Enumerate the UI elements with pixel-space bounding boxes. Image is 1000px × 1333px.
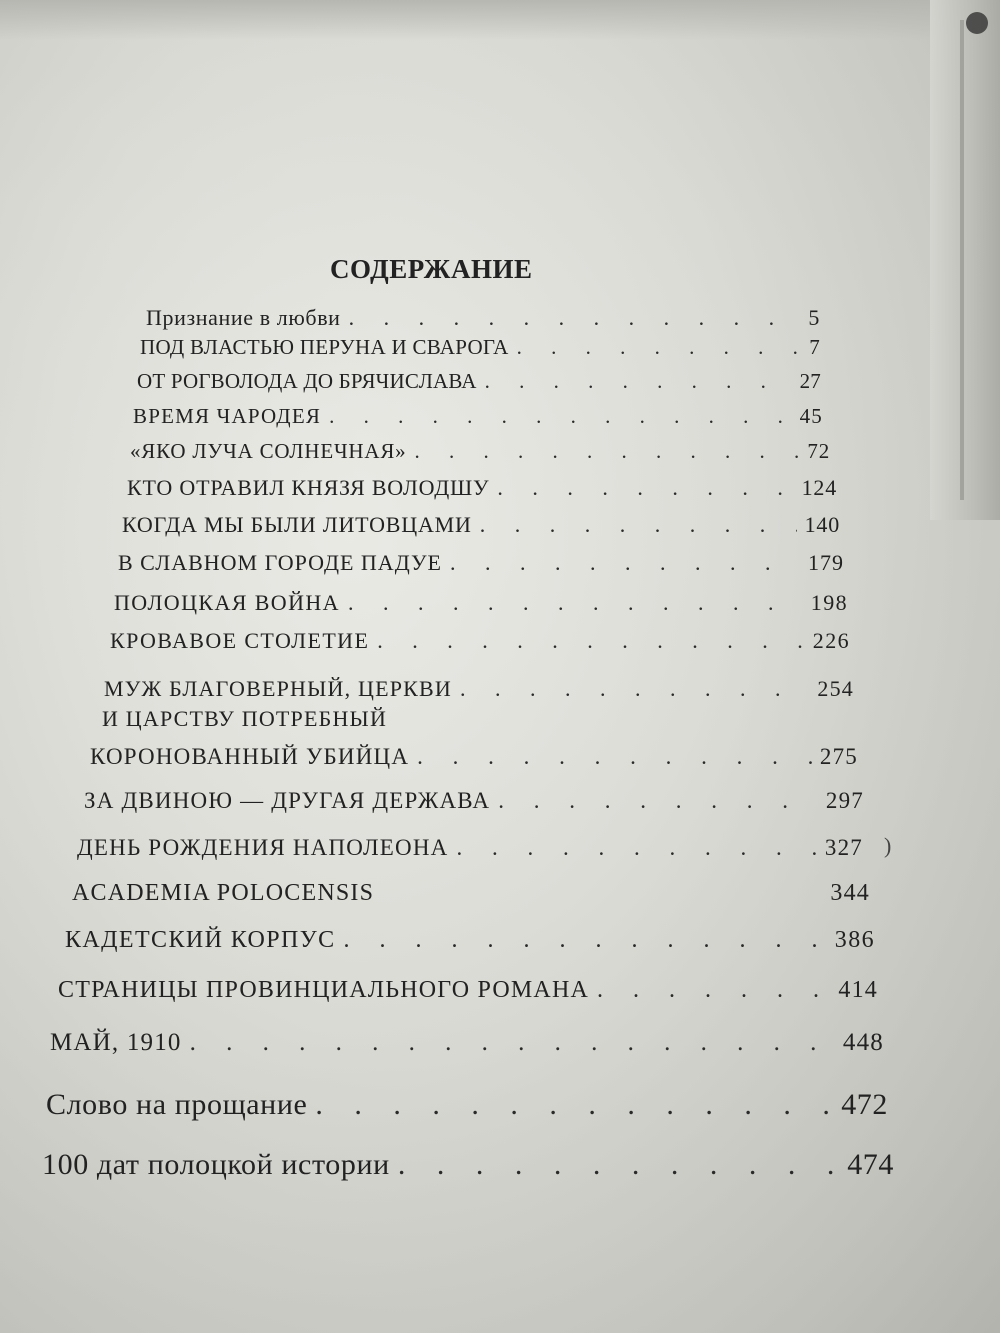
toc-entry-label: КОГДА МЫ БЫЛИ ЛИТОВЦАМИ <box>122 512 472 537</box>
toc-entry-label: ВРЕМЯ ЧАРОДЕЯ <box>133 404 322 428</box>
toc-entry <box>42 1148 894 1182</box>
leader-dots <box>398 1148 839 1182</box>
toc-entry-label: КОРОНОВАННЫЙ УБИЙЦА <box>90 744 410 769</box>
leader-dots <box>460 674 809 704</box>
toc-entry-label: Признание в любви <box>146 305 341 330</box>
leader-dots <box>417 744 812 770</box>
toc-entry-label: КРОВАВОЕ СТОЛЕТИЕ <box>110 628 370 653</box>
toc-entry <box>140 335 820 360</box>
toc-entry <box>72 880 870 907</box>
toc-entry-page: 140 <box>804 512 840 537</box>
toc-entry <box>77 835 863 861</box>
toc-entry <box>122 512 840 538</box>
toc-entry <box>146 305 820 331</box>
toc-entry-label: ACADEMIA POLOCENSIS <box>72 880 375 906</box>
leader-dots <box>480 512 797 538</box>
leader-dots <box>349 305 801 331</box>
toc-entry-page: 297 <box>825 788 864 813</box>
leader-dots <box>348 590 803 616</box>
toc-entry-page: 386 <box>834 927 875 953</box>
toc-entry-label-line1: МУЖ БЛАГОВЕРНЫЙ, ЦЕРКВИ <box>104 676 453 701</box>
toc-entry-two-line <box>102 674 854 734</box>
leader-dots <box>315 1088 833 1122</box>
toc-entry-page: 448 <box>842 1029 884 1056</box>
toc-entry-page: 472 <box>841 1088 888 1121</box>
toc-entry <box>137 369 821 394</box>
toc-entry-label: ПОЛОЦКАЯ ВОЙНА <box>114 590 340 615</box>
toc-entry <box>110 628 850 654</box>
toc-entry <box>133 404 823 429</box>
toc-entry-label <box>102 674 452 734</box>
toc-entry-label: КАДЕТСКИЙ КОРПУС <box>65 927 336 953</box>
toc-entry <box>130 439 830 464</box>
toc-entry <box>90 744 858 770</box>
toc-entry-label: «ЯКО ЛУЧА СОЛНЕЧНАЯ» <box>130 439 407 463</box>
toc-entry-label: МАЙ, 1910 <box>50 1029 182 1056</box>
toc-entry-label: ОТ РОГВОЛОДА ДО БРЯЧИСЛАВА <box>137 369 477 393</box>
toc-entry-page: 198 <box>810 590 848 615</box>
toc-entry-page: 45 <box>799 404 823 428</box>
pencil-mark: ) <box>884 833 892 858</box>
toc-entry-label: ЗА ДВИНОЮ — ДРУГАЯ ДЕРЖАВА <box>84 788 491 813</box>
toc-entry-label: СТРАНИЦЫ ПРОВИНЦИАЛЬНОГО РОМАНА <box>58 977 590 1003</box>
toc-entry-page: 5 <box>808 305 820 330</box>
toc-entry-page: 179 <box>808 550 844 575</box>
toc-entry <box>46 1088 888 1122</box>
toc-entry-page: 275 <box>819 744 858 769</box>
toc-entry-page: 226 <box>812 628 850 653</box>
toc-entry-label: 100 дат полоцкой истории <box>42 1148 390 1181</box>
leader-dots <box>517 335 802 360</box>
toc-entry-page: 344 <box>830 880 870 906</box>
leader-dots <box>450 550 800 576</box>
leader-dots <box>377 628 805 654</box>
toc-entry-page: 124 <box>801 475 837 500</box>
toc-entry-label-line2: И ЦАРСТВУ ПОТРЕБНЫЙ <box>102 706 388 731</box>
toc-entry <box>114 590 848 616</box>
toc-entry-label: В СЛАВНОМ ГОРОДЕ ПАДУЕ <box>118 550 442 575</box>
leader-dots <box>190 1029 835 1057</box>
toc-entry-page: 414 <box>838 977 878 1003</box>
leader-dots <box>597 977 830 1004</box>
toc-title: СОДЕРЖАНИЕ <box>330 254 533 284</box>
leader-dots <box>456 835 816 861</box>
toc-entry-page: 7 <box>809 335 820 359</box>
toc-entry <box>65 927 875 954</box>
toc-entry <box>58 977 878 1004</box>
toc-entry-label: КТО ОТРАВИЛ КНЯЗЯ ВОЛОДШУ <box>127 475 490 500</box>
leader-dots <box>485 369 792 394</box>
toc-entry-page: 474 <box>847 1148 894 1181</box>
toc-entry <box>118 550 844 576</box>
toc-entry-page: 27 <box>799 369 821 393</box>
leader-dots <box>498 788 818 814</box>
toc-entry-label: ПОД ВЛАСТЬЮ ПЕРУНА И СВАРОГА <box>140 335 509 359</box>
toc-entry-label: ДЕНЬ РОЖДЕНИЯ НАПОЛЕОНА <box>77 835 449 860</box>
toc-entry <box>127 475 837 501</box>
toc-entry-label: Слово на прощание <box>46 1088 308 1121</box>
toc-entry-page: 254 <box>817 676 854 701</box>
toc-entry <box>50 1029 884 1057</box>
leader-dots <box>497 475 793 501</box>
toc-entry <box>84 788 864 814</box>
leader-dots <box>344 927 827 954</box>
toc-entry-page: 327 <box>824 835 863 860</box>
leader-dots <box>329 404 792 429</box>
leader-dots <box>414 439 799 464</box>
toc-entry-page: 72 <box>807 439 830 463</box>
